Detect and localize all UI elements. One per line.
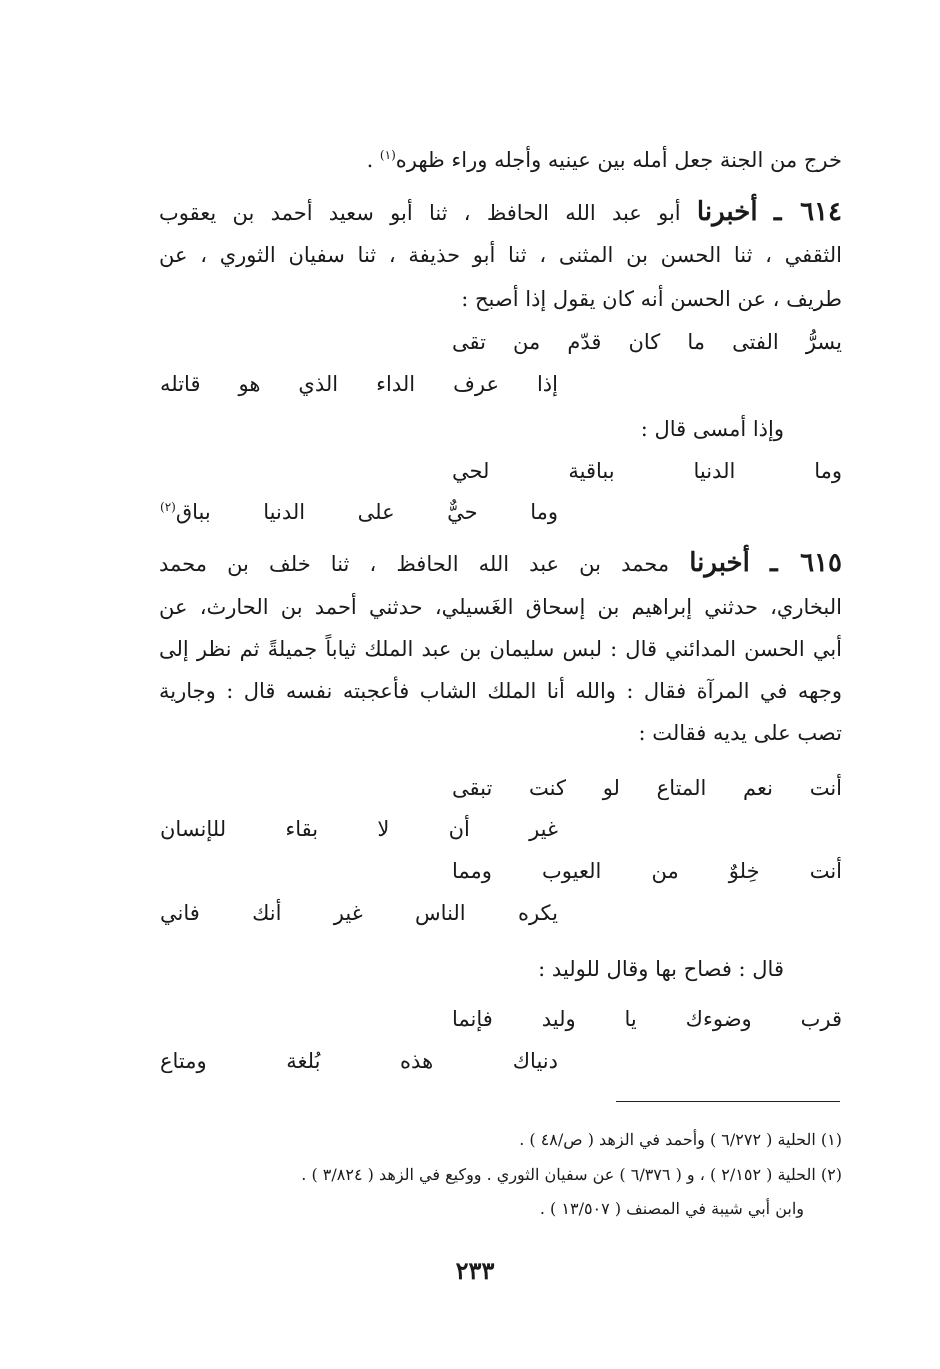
footnote-separator xyxy=(616,1101,840,1102)
poem-3-hemistich-a: أنت نعم المتاع لو كنت تبقى xyxy=(452,776,842,800)
evening-line: وإذا أمسى قال : xyxy=(640,417,784,441)
hadith-number: ٦١٥ ـ xyxy=(769,548,842,578)
intro-text: خرج من الجنة جعل أمله بين عينيه وأجله وراء ظهره xyxy=(395,148,842,172)
hadith-keyword: أخبرنا xyxy=(696,197,758,227)
poem-3-hemistich-c: أنت خِلوٌ من العيوب ومما xyxy=(452,859,842,883)
poem-2-b-text: وما حيٌّ على الدنيا بباق xyxy=(175,500,558,524)
poem-3-hemistich-b: غير أن لا بقاء للإنسان xyxy=(160,817,558,841)
hadith-615-line-3: أبي الحسن المدائني قال : لبس سليمان بن عبد الملك ثياباً جميلةً ثم نظر إلى xyxy=(159,637,842,661)
hadith-615-line-1 xyxy=(159,548,842,579)
said-line: قال : فصاح بها وقال للوليد : xyxy=(538,957,784,981)
page-number: ٢٣٣ xyxy=(455,1256,495,1285)
hadith-615-line-4: وجهه في المرآة فقال : والله أنا الملك الشاب فأعجبته نفسه قال : وجارية xyxy=(159,679,842,703)
intro-line xyxy=(367,140,842,175)
footnote-2: (٢) الحلية ( ٢/١٥٢ ) ، و ( ٦/٣٧٦ ) عن سفيان الثوري . ووكيع في الزهد ( ٣/٨٢٤ ) . xyxy=(301,1165,842,1184)
poem-2-hemistich-b xyxy=(160,492,558,527)
hadith-615-line-5: تصب على يديه فقالت : xyxy=(638,721,842,745)
poem-4-hemistich-b: دنياك هذه بُلغة ومتاع xyxy=(160,1049,558,1073)
poem-1-hemistich-a: يسرُّ الفتى ما كان قدّم من تقى xyxy=(452,330,842,354)
footnote-2-continued: وابن أبي شيبة في المصنف ( ١٣/٥٠٧ ) . xyxy=(539,1199,804,1218)
hadith-614-line-1 xyxy=(159,197,842,228)
hadith-text: محمد بن عبد الله الحافظ ، ثنا خلف بن محمد xyxy=(159,552,670,576)
hadith-number: ٦١٤ ـ xyxy=(773,197,842,227)
poem-2-hemistich-a: وما الدنيا بباقية لحي xyxy=(452,459,842,483)
intro-end: . xyxy=(366,148,380,172)
hadith-text: أبو عبد الله الحافظ ، ثنا أبو سعيد أحمد بن يعقوب xyxy=(159,201,681,225)
footnote-marker: (٢) xyxy=(160,500,176,514)
hadith-614-line-3: طريف ، عن الحسن أنه كان يقول إذا أصبح : xyxy=(461,287,842,311)
footnote-marker: (١) xyxy=(379,148,396,162)
hadith-614-line-2: الثقفي ، ثنا الحسن بن المثنى ، ثنا أبو حذيفة ، ثنا سفيان الثوري ، عن xyxy=(159,243,842,267)
poem-3-hemistich-d: يكره الناس غير أنك فاني xyxy=(160,901,558,925)
poem-1-hemistich-b: إذا عرف الداء الذي هو قاتله xyxy=(160,372,558,396)
hadith-keyword: أخبرنا xyxy=(689,548,750,578)
footnote-1: (١) الحلية ( ٦/٢٧٢ ) وأحمد في الزهد ( ص/٤٨ ) . xyxy=(519,1130,842,1149)
poem-4-hemistich-a: قرب وضوءك يا وليد فإنما xyxy=(452,1007,842,1031)
hadith-615-line-2: البخاري، حدثني إبراهيم بن إسحاق الغَسيلي، حدثني أحمد بن الحارث، عن xyxy=(159,595,842,619)
